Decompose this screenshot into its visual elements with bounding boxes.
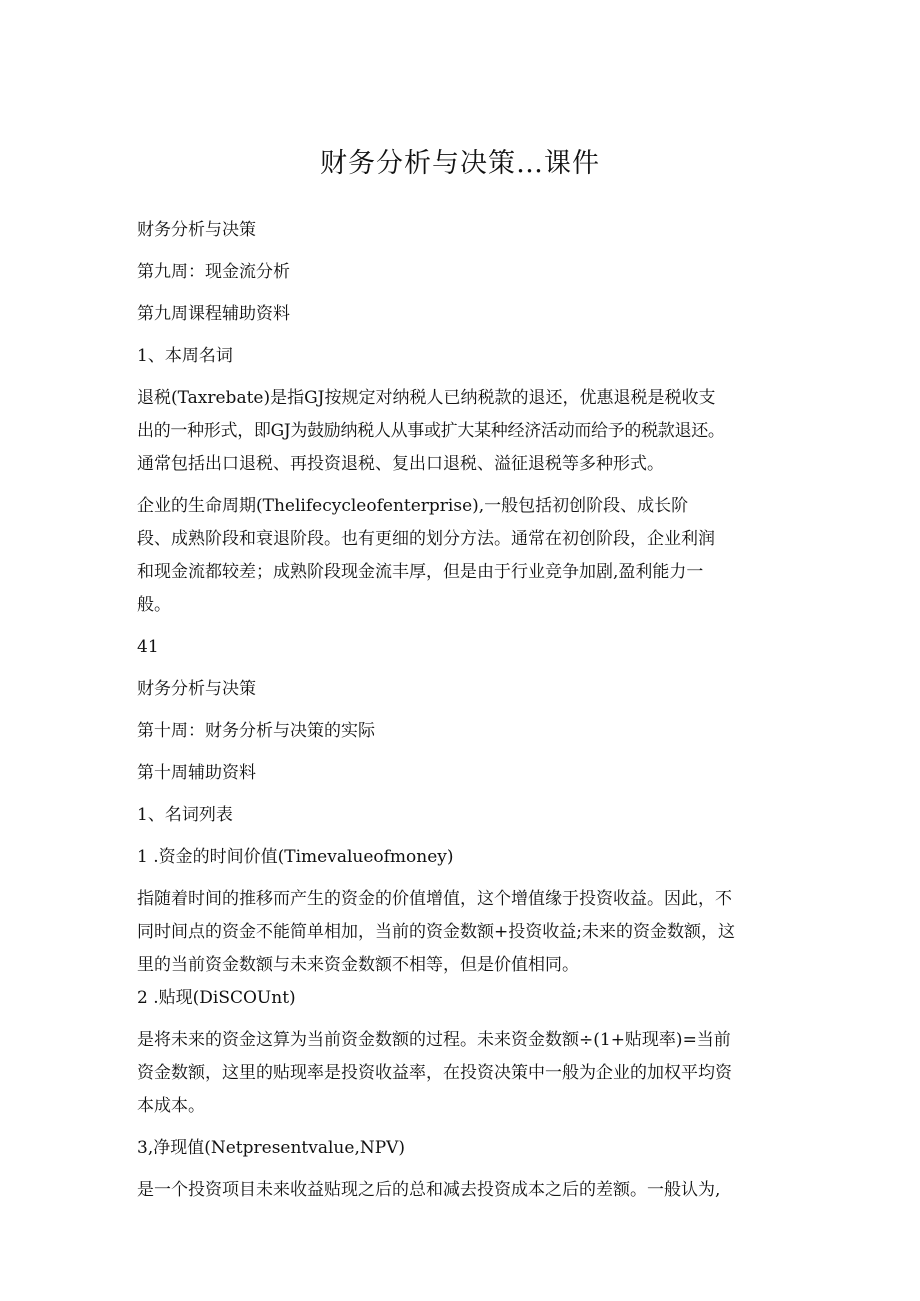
paragraph-line: 通常包括出口退税、再投资退税、复出口退税、溢征退税等多种形式。 <box>137 454 664 474</box>
paragraph-line: 出的一种形式，即GJ为鼓励纳税人从事或扩大某种经济活动而给予的税款退还。 <box>137 421 725 441</box>
term-heading: 1 .资金的时间价值(Timevalueofmoney) <box>137 847 454 867</box>
week-heading: 第十周：财务分析与决策的实际 <box>137 721 375 741</box>
paragraph-life-cycle <box>137 490 787 622</box>
paragraph-line: 段、成熟阶段和衰退阶段。也有更细的划分方法。通常在初创阶段，企业利润 <box>137 529 715 549</box>
paragraph-discount <box>137 1024 787 1123</box>
subheading: 1、本周名词 <box>137 346 233 366</box>
section-heading: 财务分析与决策 <box>137 220 256 240</box>
section-heading: 财务分析与决策 <box>137 679 256 699</box>
paragraph-line: 里的当前资金数额与未来资金数额不相等，但是价值相同。 <box>137 955 579 975</box>
week-heading: 第九周：现金流分析 <box>137 262 290 282</box>
paragraph-line: 本成本。 <box>137 1096 205 1116</box>
paragraph-line: 是将未来的资金这算为当前资金数额的过程。未来资金数额÷(1+贴现率)=当前 <box>137 1030 731 1050</box>
paragraph-time-value <box>137 883 787 982</box>
paragraph-line: 退税(Taxrebate)是指GJ按规定对纳税人已纳税款的退还，优惠退税是税收支 <box>137 388 716 408</box>
subheading: 1、名词列表 <box>137 805 233 825</box>
subheading: 第十周辅助资料 <box>137 763 256 783</box>
document-body <box>137 214 787 1207</box>
paragraph-line: 同时间点的资金不能简单相加，当前的资金数额+投资收益;未来的资金数额，这 <box>137 922 735 942</box>
paragraph-line: 是一个投资项目未来收益贴现之后的总和减去投资成本之后的差额。一般认为, <box>137 1180 721 1200</box>
page-number: 41 <box>137 637 159 657</box>
paragraph-npv <box>137 1174 787 1207</box>
term-heading: 3,净现值(Netpresentvalue,NPV) <box>137 1138 406 1158</box>
paragraph-line: 资金数额，这里的贴现率是投资收益率，在投资决策中一般为企业的加权平均资 <box>137 1063 732 1083</box>
term-heading: 2 .贴现(DiSCOUnt) <box>137 988 296 1008</box>
document-title: 财务分析与决策…课件 <box>320 148 600 179</box>
paragraph-tax-rebate <box>137 382 787 481</box>
subheading: 第九周课程辅助资料 <box>137 304 290 324</box>
paragraph-line: 和现金流都较差；成熟阶段现金流丰厚，但是由于行业竞争加剧,盈利能力一 <box>137 562 704 582</box>
paragraph-line: 般。 <box>137 595 171 615</box>
paragraph-line: 企业的生命周期(Thelifecycleofenterprise),一般包括初创阶段、成长阶 <box>137 496 689 516</box>
paragraph-line: 指随着时间的推移而产生的资金的价值增值，这个增值缘于投资收益。因此，不 <box>137 889 732 909</box>
